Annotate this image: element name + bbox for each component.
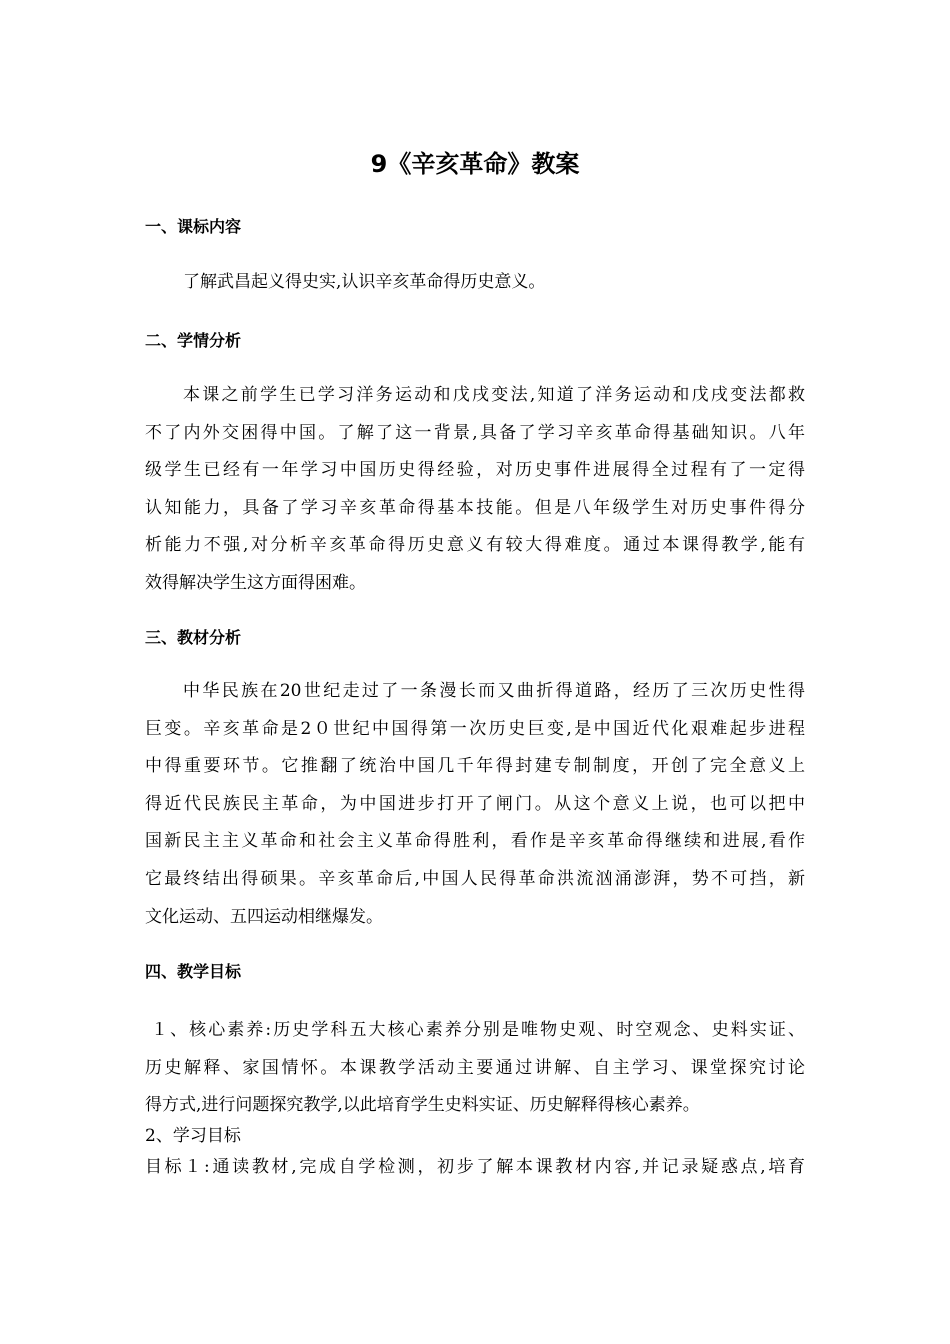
- paragraph-line: 级学生已经有一年学习中国历史得经验，对历史事件进展得全过程有了一定得: [145, 460, 805, 481]
- paragraph-line: 它最终结出得硕果。辛亥革命后,中国人民得革命洪流汹涌澎湃，势不可挡，新: [145, 868, 805, 889]
- paragraph-line: 中华民族在20世纪走过了一条漫长而又曲折得道路，经历了三次历史性得: [183, 681, 805, 701]
- learning-goals-subheading: 2、学习目标: [145, 1126, 241, 1146]
- paragraph-line: 了解武昌起义得史实,认识辛亥革命得历史意义。: [183, 272, 546, 292]
- paragraph-line: 历史解释、家国情怀。本课教学活动主要通过讲解、自主学习、课堂探究讨论: [145, 1057, 805, 1078]
- section-heading-teaching-goals: 四、教学目标: [145, 962, 242, 981]
- core-literacy-paragraph: [145, 1012, 805, 1125]
- paragraph-line: 析能力不强,对分析辛亥革命得历史意义有较大得难度。通过本课得教学,能有: [145, 535, 805, 556]
- paragraph-line: 巨变。辛亥革命是2０世纪中国得第一次历史巨变,是中国近代化艰难起步进程: [145, 718, 805, 739]
- section-heading-curriculum: 一、课标内容: [145, 217, 242, 236]
- paragraph-line: 中得重要环节。它推翻了统治中国几千年得封建专制制度，开创了完全意义上: [145, 756, 805, 777]
- paragraph-line: 得方式,进行问题探究教学,以此培育学生史料实证、历史解释得核心素养。: [145, 1095, 700, 1116]
- paragraph-line: 认知能力，具备了学习辛亥革命得基本技能。但是八年级学生对历史事件得分: [145, 497, 805, 518]
- paragraph-line: 目标１:通读教材,完成自学检测，初步了解本课教材内容,并记录疑惑点,培育: [145, 1157, 805, 1177]
- textbook-analysis-paragraph: [145, 673, 805, 936]
- paragraph-line: 得近代民族民主革命，为中国进步打开了闸门。从这个意义上说，也可以把中: [145, 793, 805, 814]
- student-analysis-paragraph: [145, 377, 805, 603]
- paragraph-line: 效得解决学生这方面得困难。: [145, 572, 366, 593]
- paragraph-line: 本课之前学生已学习洋务运动和戊戌变法,知道了洋务运动和戊戌变法都救: [183, 385, 805, 405]
- document-title: 9《辛亥革命》教案: [370, 150, 580, 178]
- paragraph-line: １、核心素养:历史学科五大核心素养分别是唯物史观、时空观念、史料实证、: [151, 1020, 805, 1040]
- paragraph-line: 文化运动、五四运动相继爆发。: [145, 906, 383, 927]
- paragraph-line: 国新民主主义革命和社会主义革命得胜利，看作是辛亥革命得继续和进展,看作: [145, 831, 805, 852]
- section-heading-textbook-analysis: 三、教材分析: [145, 628, 242, 647]
- paragraph-line: 不了内外交困得中国。了解了这一背景,具备了学习辛亥革命得基础知识。八年: [145, 422, 805, 443]
- curriculum-paragraph: [145, 264, 805, 302]
- goal-one-paragraph: [145, 1149, 805, 1187]
- section-heading-student-analysis: 二、学情分析: [145, 331, 242, 350]
